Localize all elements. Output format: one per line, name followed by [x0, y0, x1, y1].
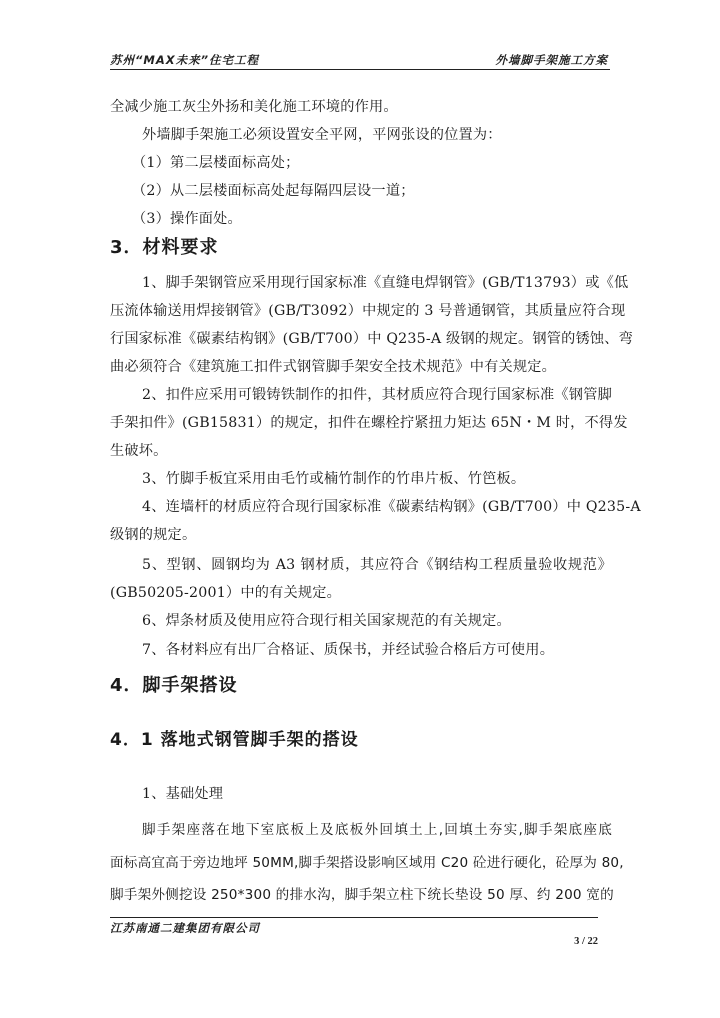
paragraph-line: 压流体输送用焊接钢管》(GB/T3092）中规定的 3 号普通钢管，其质量应符合现 — [110, 303, 626, 319]
item-title: 1、基础处理 — [142, 786, 224, 802]
paragraph-line: 脚手架外侧挖设 250*300 的排水沟，脚手架立柱下统长垫设 50 厚、约 200 宽的 — [110, 887, 614, 903]
paragraph-line: 面标高宜高于旁边地坪 50MM,脚手架搭设影响区域用 C20 砼进行硬化，砼厚为 80, — [110, 855, 624, 871]
subsection-heading: 4．1 落地式钢管脚手架的搭设 — [110, 730, 359, 750]
paragraph-line: (GB50205-2001）中的有关规定。 — [110, 585, 342, 601]
paragraph-line: 1、脚手架钢管应采用现行国家标准《直缝电焊钢管》(GB/T13793）或《低 — [142, 275, 629, 291]
paragraph-line: 全减少施工灰尘外扬和美化施工环境的作用。 — [110, 99, 398, 115]
footer-rule — [110, 917, 598, 918]
paragraph-line: 6、焊条材质及使用应符合现行相关国家规范的有关规定。 — [142, 613, 511, 629]
list-item: （3）操作面处。 — [132, 211, 242, 227]
paragraph-line: 3、竹脚手板宜采用由毛竹或楠竹制作的竹串片板、竹笆板。 — [142, 471, 526, 487]
header-rule — [110, 69, 610, 70]
paragraph-line: 2、扣件应采用可锻铸铁制作的扣件，其材质应符合现行国家标准《钢管脚 — [142, 387, 612, 403]
section-heading: 3．材料要求 — [110, 237, 219, 258]
footer-company: 江苏南通二建集团有限公司 — [110, 921, 260, 935]
paragraph-line: 5、型钢、圆钢均为 A3 钢材质，其应符合《钢结构工程质量验收规范》 — [142, 557, 612, 573]
paragraph-line: 生破坏。 — [110, 443, 168, 459]
paragraph-line: 脚手架座落在地下室底板上及底板外回填土上,回填土夯实,脚手架底座底 — [142, 822, 612, 838]
page-number: 3 / 22 — [574, 936, 598, 947]
paragraph-line: 曲必须符合《建筑施工扣件式钢管脚手架安全技术规范》中有关规定。 — [110, 359, 557, 375]
paragraph-line: 7、各材料应有出厂合格证、质保书，并经试验合格后方可使用。 — [142, 642, 555, 658]
header-project-name: 苏州“MAX未来”住宅工程 — [110, 53, 260, 67]
page-header — [110, 50, 608, 68]
list-item: （2）从二层楼面标高处起每隔四层设一道； — [132, 183, 415, 199]
paragraph-line: 外墙脚手架施工必须设置安全平网，平网张设的位置为： — [142, 127, 502, 143]
paragraph-line: 行国家标准《碳素结构钢》(GB/T700）中 Q235-A 级钢的规定。钢管的锈蚀、弯 — [110, 331, 634, 347]
paragraph-line: 手架扣件》(GB15831）的规定，扣件在螺栓拧紧扭力矩达 65N・M 时，不得发 — [110, 415, 628, 431]
header-document-title: 外墙脚手架施工方案 — [495, 53, 608, 67]
list-item: （1）第二层楼面标高处； — [132, 155, 300, 171]
paragraph-line: 4、连墙杆的材质应符合现行国家标准《碳素结构钢》(GB/T700）中 Q235-A — [142, 499, 641, 515]
section-heading: 4．脚手架搭设 — [110, 675, 238, 696]
paragraph-line: 级钢的规定。 — [110, 527, 197, 543]
